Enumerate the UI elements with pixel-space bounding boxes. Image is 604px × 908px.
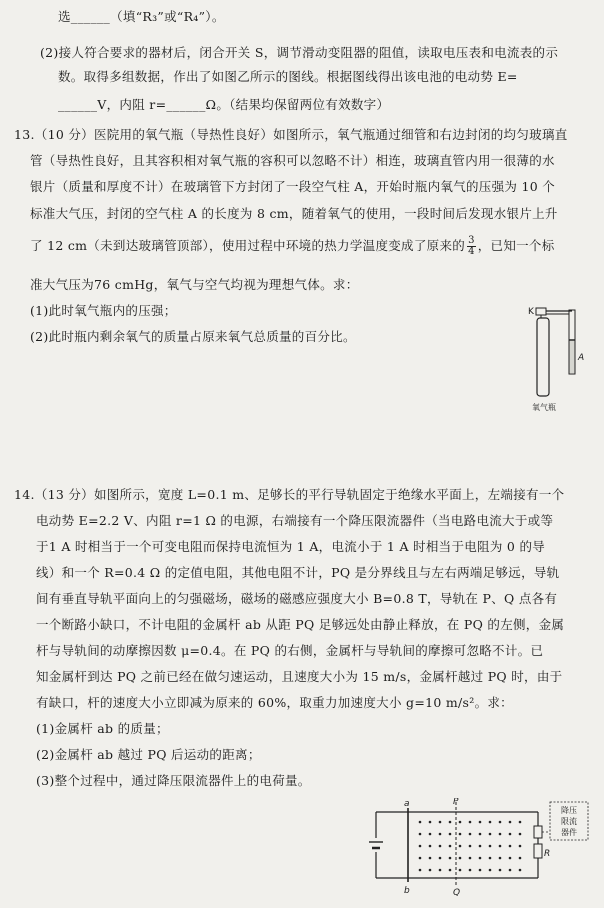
device-label-line1: 降压 [561, 806, 577, 815]
field-dot [439, 821, 442, 824]
q14-line8: 知金属杆到达 PQ 之前已经在做匀速运动，且速度大小为 15 m/s，金属杆越过 PQ 时，由于 [36, 669, 563, 684]
field-dot [509, 821, 512, 824]
oxygen-bottle-body [537, 318, 549, 396]
resistor-r-label: R [544, 849, 551, 859]
field-dot [429, 869, 432, 872]
field-dot [449, 869, 452, 872]
resistor-r-icon [534, 844, 542, 858]
air-column-label: A [578, 353, 585, 363]
field-dot [479, 833, 482, 836]
field-dot [519, 821, 522, 824]
field-dot [489, 833, 492, 836]
q13-line6: 准大气压为76 cmHg，氧气与空气均视为理想气体。求： [30, 277, 359, 292]
q14-sub2: (2)金属杆 ab 越过 PQ 后运动的距离； [36, 747, 261, 762]
fraction-numerator: 3 [468, 235, 475, 246]
field-dot [489, 869, 492, 872]
field-dot [459, 833, 462, 836]
field-dot [489, 821, 492, 824]
fraction-denominator: 4 [468, 246, 475, 257]
field-dot [499, 869, 502, 872]
field-dot [519, 845, 522, 848]
q14-sub1: (1)金属杆 ab 的质量； [36, 721, 169, 736]
field-dot [519, 869, 522, 872]
field-dot [499, 857, 502, 860]
rod-b-label: b [404, 886, 410, 896]
field-dot [469, 833, 472, 836]
q13-line1: 13.（10 分）医院用的氧气瓶（导热性良好）如图所示，氧气瓶通过细管和右边封闭的均匀玻璃直 [14, 127, 568, 142]
q13-line2: 管（导热性良好，且其容积相对氧气瓶的容积可以忽略不计）相连，玻璃直管内用一很薄的水 [30, 153, 555, 168]
q12-r-choice: 选______（填“R₃”或“R₄”）。 [58, 9, 225, 24]
battery-icon [369, 842, 383, 848]
field-dot [459, 857, 462, 860]
p-label: P [453, 798, 459, 807]
field-dot [469, 857, 472, 860]
rod-a-label: a [404, 799, 410, 809]
valve-k-label: K [528, 307, 534, 317]
q13-line4: 标准大气压，封闭的空气柱 A 的长度为 8 cm，随着氧气的使用，一段时间后发现水银片上升 [30, 206, 558, 221]
three-quarters-fraction [467, 236, 476, 257]
field-dot [419, 845, 422, 848]
q14-line5: 间有垂直导轨平面向上的匀强磁场，磁场的磁感应强度大小 B=0.8 T，导轨在 P、Q 点各有 [36, 591, 558, 606]
field-dot [429, 821, 432, 824]
q13-sub1: (1)此时氧气瓶内的压强； [30, 303, 177, 318]
field-dot [499, 845, 502, 848]
q14-line9: 有缺口，杆的速度大小立即减为原来的 60%，取重力加速度大小 g=10 m/s²。求： [36, 695, 513, 710]
q14-line6: 一个断路小缺口，不计电阻的金属杆 ab 从距 PQ 足够远处由静止释放，在 PQ 的左侧，金属 [36, 617, 565, 632]
magnetic-field-dots [419, 821, 522, 872]
field-dot [469, 869, 472, 872]
field-dot [509, 869, 512, 872]
field-dot [429, 845, 432, 848]
field-dot [519, 857, 522, 860]
q13-line5 [30, 236, 586, 257]
field-dot [499, 821, 502, 824]
device-label-line3: 器件 [561, 828, 577, 837]
field-dot [489, 857, 492, 860]
field-dot [459, 845, 462, 848]
field-dot [449, 833, 452, 836]
q14-line7: 杆与导轨间的动摩擦因数 μ=0.4。在 PQ 的右侧，金属杆与导轨间的摩擦可忽略不计。已 [36, 643, 544, 658]
rail-circuit-figure [368, 798, 594, 896]
limiter-device-icon [534, 826, 542, 838]
q14-line1: 14.（13 分）如图所示，宽度 L=0.1 m、足够长的平行导轨固定于绝缘水平面上，左端接有一个 [14, 487, 565, 502]
q12-part2-line2: 数。取得多组数据，作出了如图乙所示的图线。根据图线得出该电池的电动势 E= [58, 69, 518, 84]
oxygen-bottle-caption: 氧气瓶 [532, 403, 556, 412]
q13-sub2: (2)此时瓶内剩余氧气的质量占原来氧气总质量的百分比。 [30, 329, 356, 344]
q-label: Q [453, 888, 461, 896]
field-dot [459, 821, 462, 824]
field-dot [489, 845, 492, 848]
q12-part2-line3: ______V，内阻 r=______Ω。（结果均保留两位有效数字） [58, 97, 390, 112]
field-dot [449, 821, 452, 824]
field-dot [479, 845, 482, 848]
oxygen-bottle-figure [528, 300, 590, 418]
field-dot [449, 845, 452, 848]
field-dot [479, 869, 482, 872]
field-dot [439, 833, 442, 836]
q12-part2-line1: (2)接人符合要求的器材后，闭合开关 S，调节滑动变阻器的阻值，读取电压表和电流表的示 [40, 45, 559, 60]
field-dot [499, 833, 502, 836]
field-dot [469, 821, 472, 824]
field-dot [429, 857, 432, 860]
field-dot [459, 869, 462, 872]
field-dot [419, 869, 422, 872]
field-dot [419, 857, 422, 860]
field-dot [429, 833, 432, 836]
field-dot [439, 857, 442, 860]
field-dot [509, 845, 512, 848]
q14-line3: 于1 A 时相当于一个可变电阻而保持电流恒为 1 A，电流小于 1 A 时相当于电阻为 0 的导 [36, 539, 546, 554]
q14-sub3: (3)整个过程中，通过降压限流器件上的电荷量。 [36, 773, 311, 788]
valve-k-icon [536, 308, 546, 315]
field-dot [449, 857, 452, 860]
field-dot [419, 821, 422, 824]
field-dot [509, 857, 512, 860]
q13-line5-a: 了 12 cm（未到达玻璃管顶部），使用过程中环境的热力学温度变成了原来的 [30, 238, 466, 253]
q13-line3: 银片（质量和厚度不计）在玻璃管下方封闭了一段空气柱 A，开始时瓶内氧气的压强为 10 个 [30, 179, 556, 194]
field-dot [419, 833, 422, 836]
field-dot [469, 845, 472, 848]
field-dot [439, 845, 442, 848]
device-label-line2: 限流 [561, 817, 577, 826]
field-dot [519, 833, 522, 836]
field-dot [439, 869, 442, 872]
q14-line4: 线）和一个 R=0.4 Ω 的定值电阻，其他电阻不计，PQ 是分界线且与左右两端足够远，导轨 [36, 565, 560, 580]
field-dot [479, 821, 482, 824]
field-dot [509, 833, 512, 836]
q14-line2: 电动势 E=2.2 V、内阻 r=1 Ω 的电源，右端接有一个降压限流器件（当电路电流大于或等 [36, 513, 554, 528]
q13-line5-b: ，已知一个标 [477, 238, 555, 253]
field-dot [479, 857, 482, 860]
air-column-a [570, 341, 575, 373]
